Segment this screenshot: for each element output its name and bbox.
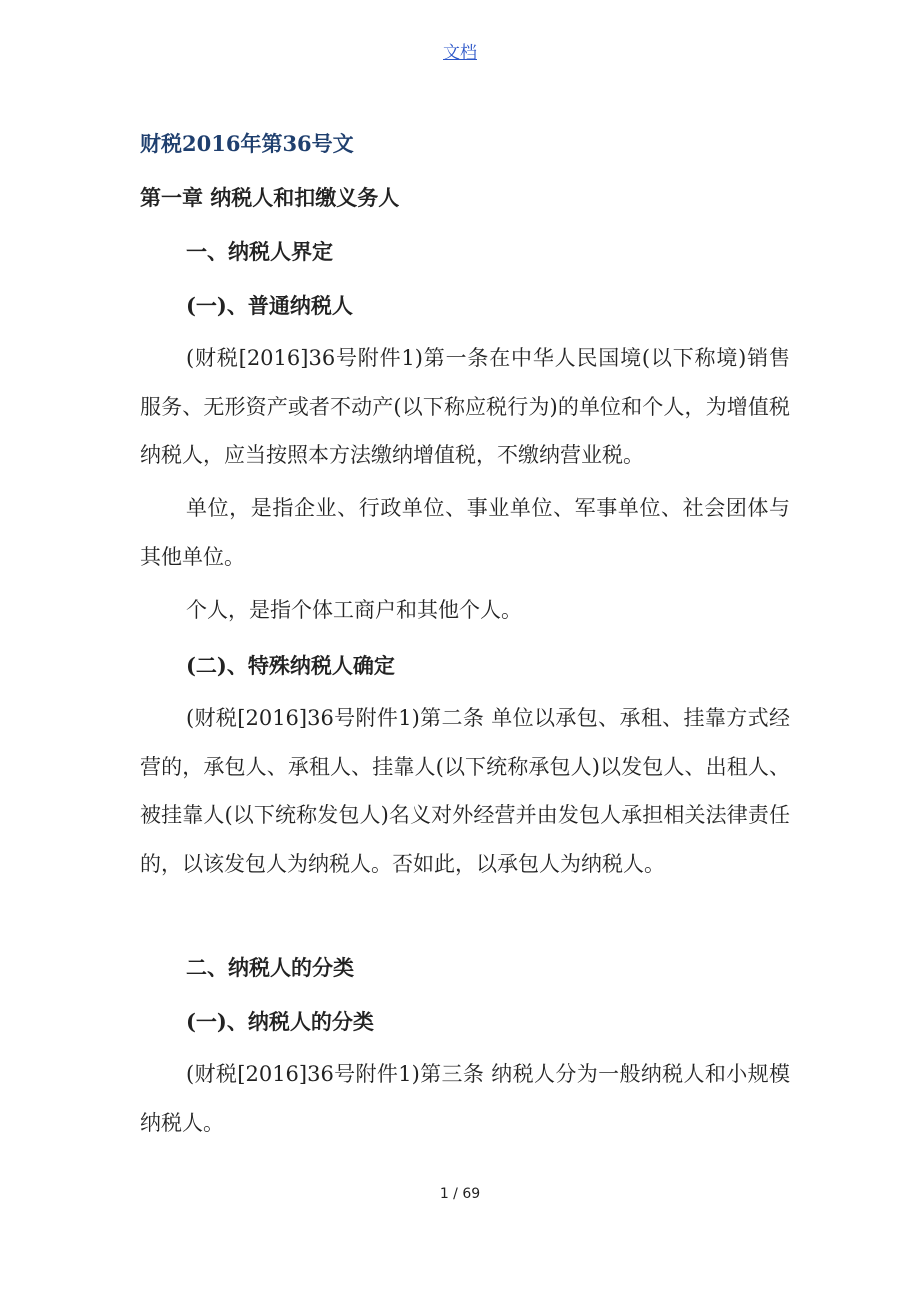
paragraph-3: 个人，是指个体工商户和其他个人。 xyxy=(186,598,522,622)
paragraph-5: (财税[2016]36号附件1)第三条 纳税人分为一般纳税人和小规模纳税人。 xyxy=(140,1062,790,1135)
paragraph-2: 单位，是指企业、行政单位、事业单位、军事单位、社会团体与其他单位。 xyxy=(140,496,790,569)
paragraph-1: (财税[2016]36号附件1)第一条在中华人民国境(以下称境)销售服务、无形资产或者不动产(以下称应税行为)的单位和个人，为增值税纳税人，应当按照本方法缴纳增值税，不缴纳营业税。 xyxy=(140,346,790,467)
doc-title: 财税2016年第36号文 xyxy=(140,131,354,156)
section-heading-1: 一、纳税人界定 xyxy=(186,239,333,264)
subsection-heading-2: (二)、特殊纳税人确定 xyxy=(186,653,395,678)
page-header xyxy=(0,38,920,63)
subsection-heading-3: (一)、纳税人的分类 xyxy=(186,1009,374,1034)
header-label[interactable]: 文档 xyxy=(443,43,477,63)
section-heading-2: 二、纳税人的分类 xyxy=(186,955,354,980)
paragraph-4: (财税[2016]36号附件1)第二条 单位以承包、承租、挂靠方式经营的，承包人、承租人、挂靠人(以下统称承包人)以发包人、出租人、被挂靠人(以下统称发包人)名义对外经营并由发包人承担相关法律责任的，以该发包人为纳税人。否如此，以承包人为纳税人。 xyxy=(140,706,790,876)
page-number: 1 / 69 xyxy=(439,1186,481,1202)
subsection-heading-1: (一)、普通纳税人 xyxy=(186,293,353,318)
chapter-heading: 第一章 纳税人和扣缴义务人 xyxy=(140,185,400,210)
